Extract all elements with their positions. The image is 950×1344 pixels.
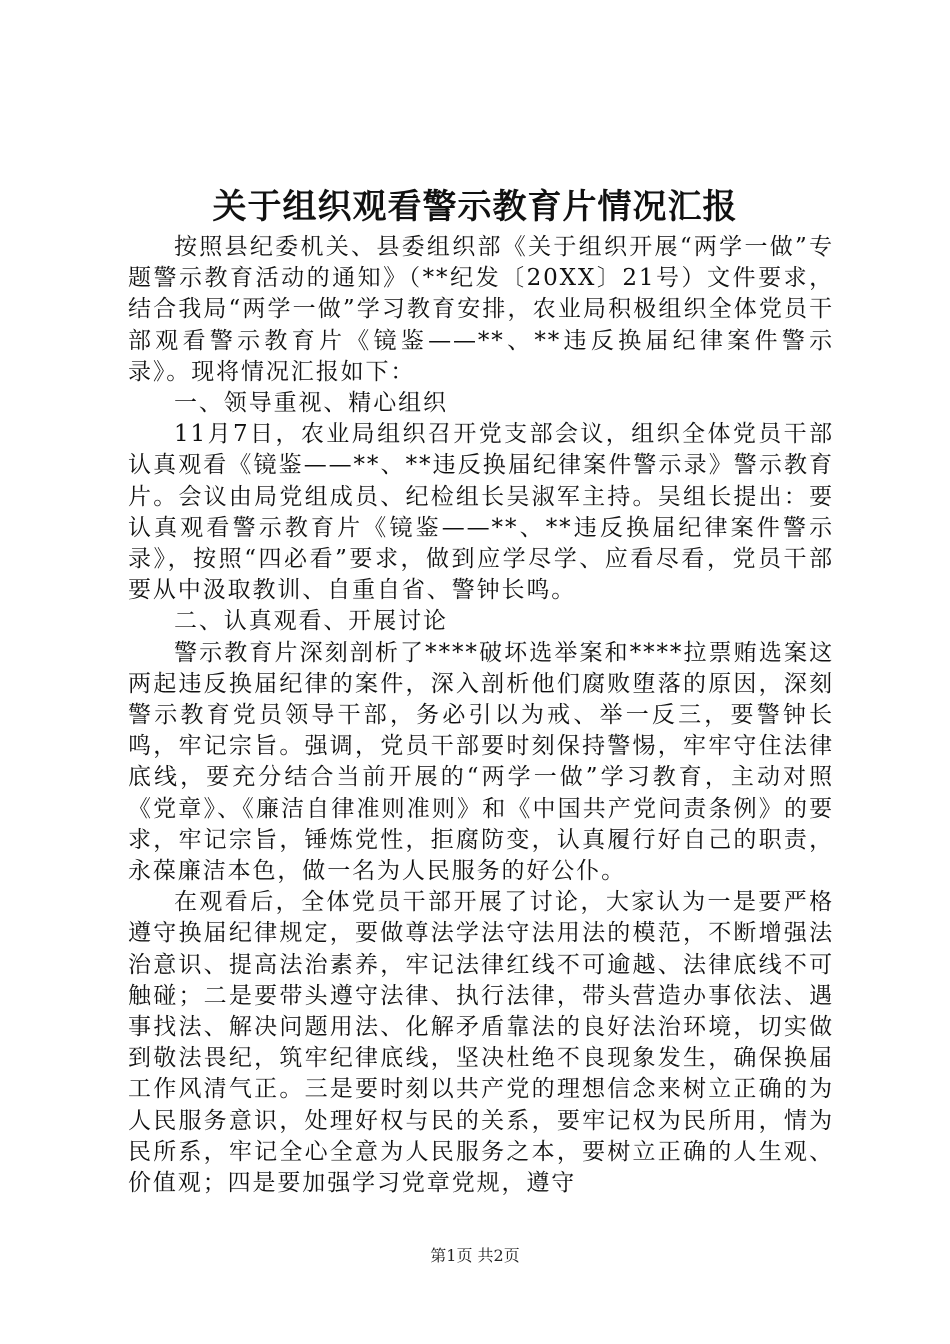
paragraph-intro: 按照县纪委机关、县委组织部《关于组织开展“两学一做”专题警示教育活动的通知》（**纪发〔20XX〕21号）文件要求，结合我局“两学一做”学习教育安排，农业局积极组织全体党员干部观看警示教育片《镜鉴——**、**违反换届纪律案件警示录》。现将情况汇报如下： (128, 234, 834, 385)
paragraph-section-2: 警示教育片深刻剖析了****破坏选举案和****拉票贿选案这两起违反换届纪律的案件，深入剖析他们腐败堕落的原因，深刻警示教育党员领导干部，务必引以为戒、举一反三，要警钟长鸣，牢记宗旨。强调，党员干部要时刻保持警惕，牢牢守住法律底线，要充分结合当前开展的“两学一做”学习教育，主动对照《党章》、《廉洁自律准则准则》和《中国共产党问责条例》的要求，牢记宗旨，锤炼党性，拒腐防变，认真履行好自己的职责，永葆廉洁本色，做一名为人民服务的好公仆。 (128, 639, 834, 885)
paragraph-discussion: 在观看后，全体党员干部开展了讨论，大家认为一是要严格遵守换届纪律规定，要做尊法学法守法用法的模范，不断增强法治意识、提高法治素养，牢记法律红线不可逾越、法律底线不可触碰；二是要带头遵守法律、执行法律，带头营造办事依法、遇事找法、解决问题用法、化解矛盾靠法的良好法治环境，切实做到敬法畏纪，筑牢纪律底线，坚决杜绝不良现象发生，确保换届工作风清气正。三是要时刻以共产党的理想信念来树立正确的为人民服务意识，处理好权与民的关系，要牢记权为民所用，情为民所系，牢记全心全意为人民服务之本，要树立正确的人生观、价值观；四是要加强学习党章党规，遵守 (128, 889, 834, 1197)
document-body (128, 232, 834, 1199)
section-heading-1: 一、领导重视、精心组织 (174, 390, 448, 417)
paragraph-section-1: 11月7日，农业局组织召开党支部会议，组织全体党员干部认真观看《镜鉴——**、**违反换届纪律案件警示录》警示教育片。会议由局党组成员、纪检组长吴淑军主持。吴组长提出：要认真观看警示教育片《镜鉴——**、**违反换届纪律案件警示录》，按照“四必看”要求，做到应学尽学、应看尽看，党员干部要从中汲取教训、自重自省、警钟长鸣。 (128, 421, 834, 604)
section-heading-2: 二、认真观看、开展讨论 (174, 608, 448, 635)
document-title: 关于组织观看警示教育片情况汇报 (212, 187, 738, 227)
page-footer: 第1页 共2页 (430, 1246, 520, 1265)
